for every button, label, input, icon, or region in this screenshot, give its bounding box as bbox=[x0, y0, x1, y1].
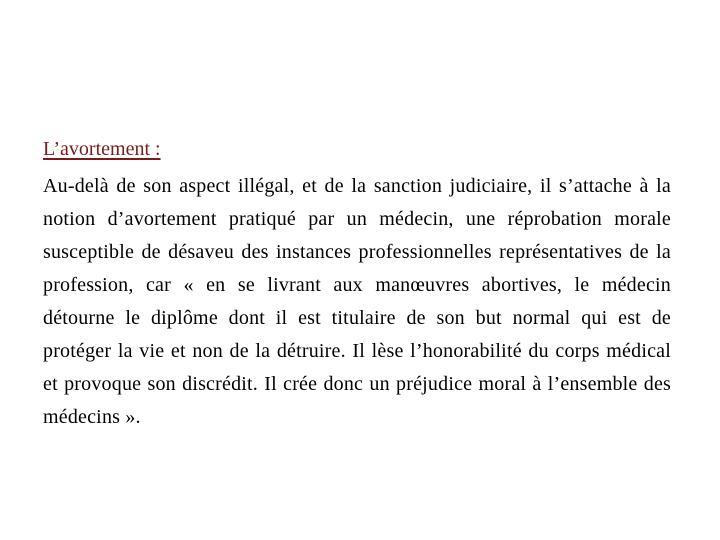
slide-content bbox=[43, 133, 671, 434]
slide-paragraph: Au-delà de son aspect illégal, et de la sanction judiciaire, il s’attache à la notion d’avortement pratiqué par un médecin, une réprobation morale susceptible de désaveu des instances professionnelles représentatives de la profession, car « en se livrant aux manœuvres abortives, le médecin détourne le diplôme dont il est titulaire de son but normal qui est de protéger la vie et non de la détruire. Il lèse l’honorabilité du corps médical et provoque son discrédit. Il crée donc un préjudice moral à l’ensemble des médecins ». bbox=[43, 175, 671, 428]
slide-heading: L’avortement : bbox=[43, 138, 161, 160]
